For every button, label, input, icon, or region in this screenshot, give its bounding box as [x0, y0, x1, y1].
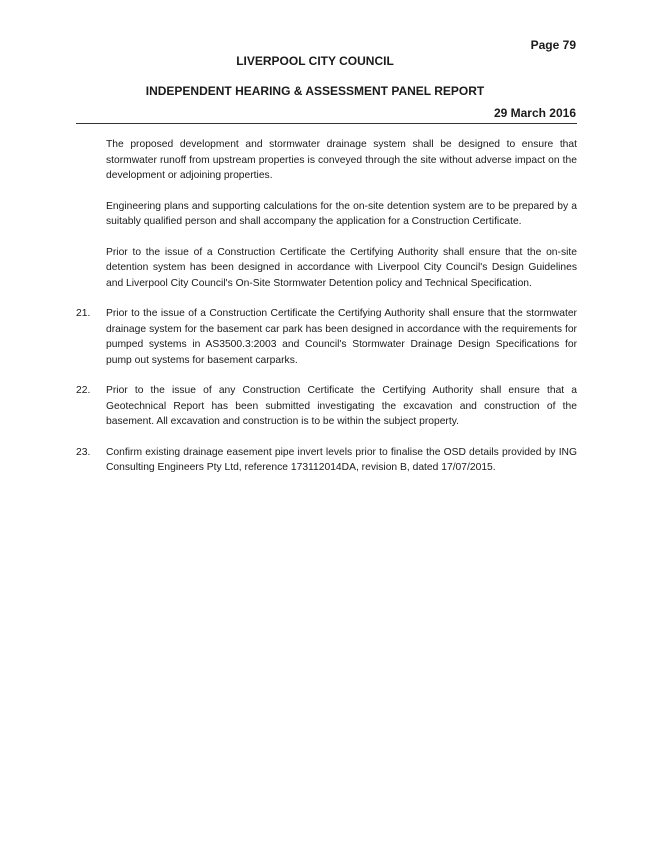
- condition-text: Prior to the issue of any Construction Certificate the Certifying Authority shall ensure that a Geotechnical Report has been submitted investigating the excavation and construction of the basement. All excavation and construction is to be within the subject property.: [106, 385, 577, 427]
- paragraph: Prior to the issue of a Construction Certificate the Certifying Authority shall ensure that the on-site detention system has been designed in accordance with Liverpool City Council's Design Guidelines and Liverpool City Council's On-Site Stormwater Detention policy and Technical Specification.: [106, 246, 577, 289]
- page-number: Page 79: [530, 38, 576, 52]
- council-title: LIVERPOOL CITY COUNCIL: [236, 54, 394, 68]
- condition-number: 21.: [76, 308, 91, 319]
- condition-number: 22.: [76, 385, 91, 396]
- report-date: 29 March 2016: [493, 106, 576, 120]
- header-divider: [76, 123, 577, 124]
- paragraph: Engineering plans and supporting calculations for the on-site detention system are to be prepared by a suitably qualified person and shall accompany the application for a Construction Certificate.: [106, 200, 577, 227]
- condition-item: [76, 306, 577, 368]
- report-body: [76, 137, 577, 491]
- condition-item: [76, 445, 577, 476]
- report-title: INDEPENDENT HEARING & ASSESSMENT PANEL REPORT: [145, 84, 485, 98]
- condition-text: Prior to the issue of a Construction Certificate the Certifying Authority shall ensure that the stormwater drainage system for the basement car park has been designed in accordance with the requirements for pumped systems in AS3500.3:2003 and Council's Stormwater Drainage Design Specifications for pump out systems for basement carparks.: [106, 308, 577, 366]
- condition-number: 23.: [76, 446, 91, 458]
- paragraph: The proposed development and stormwater drainage system shall be designed to ensure that stormwater runoff from upstream properties is conveyed through the site without adverse impact on the development or adjoining properties.: [106, 139, 577, 181]
- condition-text: Confirm existing drainage easement pipe invert levels prior to finalise the OSD details provided by ING Consulting Engineers Pty Ltd, reference 173112014DA, revision B, dated 17/07/2015.: [106, 446, 577, 473]
- condition-item: [76, 383, 577, 430]
